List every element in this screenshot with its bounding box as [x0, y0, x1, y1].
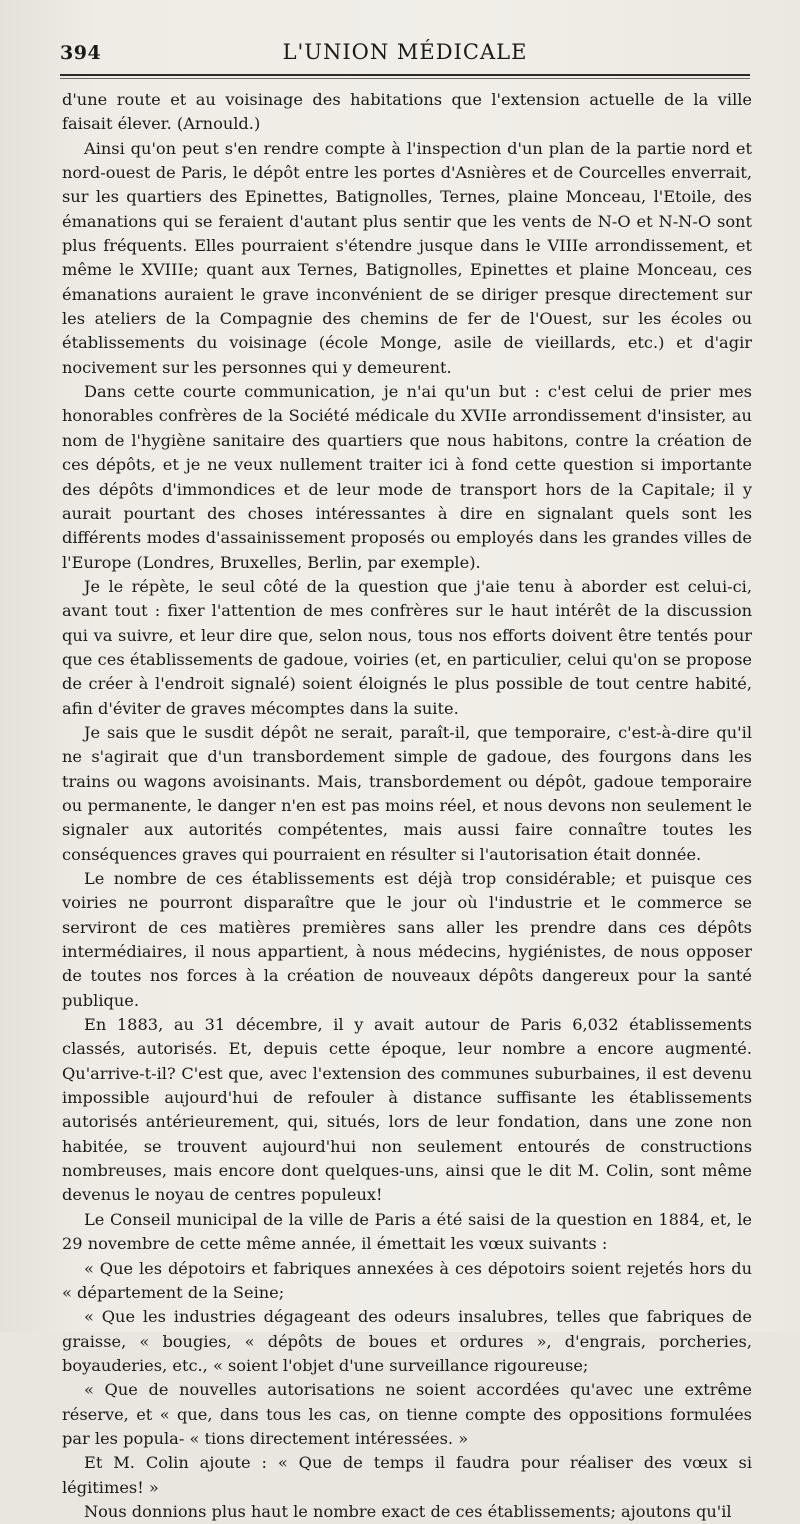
running-title: L'UNION MÉDICALE	[282, 40, 528, 64]
page-header	[60, 38, 750, 68]
paragraph-colin-remark: Et M. Colin ajoute : « Que de temps il faudra pour réaliser des vœux si légitimes! »	[62, 1453, 752, 1497]
paragraph-plan-description: Ainsi qu'on peut s'en rendre compte à l'inspection d'un plan de la partie nord et nord-ouest de Paris, le dépôt entre les portes d'Asnières et de Courcelles enverrait, sur les quartiers des Epinettes, Batignolles, Ternes, plaine Monceau, l'Etoile, des émanations qui se feraient d'autant plus sentir que les vents de N-O et N-N-O sont plus fréquents. Elles pourraient s'étendre jusque dans le VIIIe arrondissement, et même le XVIIIe; quant aux Ternes, Batignolles, Epinettes et plaine Monceau, ces émanations auraient le grave inconvénient de se diriger presque directement sur les ateliers de la Compagnie des chemins de fer de l'Ouest, sur les écoles ou établissements du voisinage (école Monge, asile de vieillards, etc.) et d'agir nocivement sur les personnes qui y demeurent.	[62, 138, 752, 377]
paragraph-municipal-council: Le Conseil municipal de la ville de Paris a été saisi de la question en 1884, et, le 29 novembre de cette même année, il émettait les vœux suivants :	[62, 1209, 752, 1254]
paragraph-repetition: Je le répète, le seul côté de la question que j'aie tenu à aborder est celui-ci, avant tout : fixer l'attention de mes confrères sur le haut intérêt de la discussion qui va suivre, et leur dire que, selon nous, tous nos efforts doivent être tentés pour que ces établissements de gadoue, voiries (et, en particulier, celui qu'on se propose de créer à l'endroit signalé) soient éloignés le plus possible de tout centre habité, afin d'éviter de graves mécomptes dans la suite.	[62, 576, 752, 718]
paragraph-continuation: d'une route et au voisinage des habitations que l'extension actuelle de la ville faisait élever. (Arnould.)	[62, 90, 752, 134]
paragraph-number-of-establishments: Le nombre de ces établissements est déjà trop considérable; et puisque ces voiries ne pourront disparaître que le jour où l'industrie et le commerce se serviront de ces matières premières sans aller les prendre dans ces dépôts intermédiaires, il nous appartient, à nous médecins, hygiénistes, de nous opposer de toutes nos forces à la création de nouveaux dépôts dangereux pour la santé publique.	[62, 869, 752, 1010]
quote-industries: « Que les industries dégageant des odeurs insalubres, telles que fabriques de graisse, « bougies, « dépôts de boues et ordures », d'engrais, porcheries, boyauderies, etc., « soient l'objet d'une surveillance rigoureuse;	[62, 1307, 752, 1375]
paragraph-statistics-1883: En 1883, au 31 décembre, il y avait autour de Paris 6,032 établissements classés, autorisés. Et, depuis cette époque, leur nombre a encore augmenté. Qu'arrive-t-il? C'est que, avec l'extension des communes suburbaines, il est devenu impossible aujourd'hui de refouler à distance suffisante les établissements autorisés antérieurement, qui, situés, lors de leur fondation, dans une zone non habitée, se trouvent aujourd'hui non seulement entourés de constructions nombreuses, mais encore dont quelques-uns, ainsi que le dit M. Colin, sont même devenus le noyau de centres populeux!	[62, 1015, 752, 1205]
paragraph-temporary-depot: Je sais que le susdit dépôt ne serait, paraît-il, que temporaire, c'est-à-dire qu'il ne s'agirait que d'un transbordement simple de gadoue, des fourgons dans les trains ou wagons avoisinants. Mais, transbordement ou dépôt, gadoue temporaire ou permanente, le danger n'en est pas moins réel, et nous devons non seulement le signaler aux autorités compétentes, mais aussi faire connaître toutes les conséquences graves qui pourraient en résulter si l'autorisation était donnée.	[62, 722, 752, 864]
quote-depotoirs: « Que les dépotoirs et fabriques annexées à ces dépotoirs soient rejetés hors du « département de la Seine;	[62, 1258, 752, 1302]
paragraph-communication: Dans cette courte communication, je n'ai qu'un but : c'est celui de prier mes honorables confrères de la Société médicale du XVIIe arrondissement d'insister, au nom de l'hygiène sanitaire des quartiers que nous habitons, contre la création de ces dépôts, et je ne veux nullement traiter ici à fond cette question si importante des dépôts d'immondices et de leur mode de transport hors de la Capitale; il y aurait pourtant des choses intéressantes à dire en signalant quels sont les différents modes d'assainissement proposés ou employés dans les grandes villes de l'Europe (Londres, Bruxelles, Berlin, par exemple).	[62, 382, 752, 572]
header-rule-thin	[60, 78, 750, 79]
paragraph-final: Nous donnions plus haut le nombre exact de ces établissements; ajoutons qu'il	[84, 1501, 732, 1521]
body-text	[62, 88, 752, 1524]
page-number: 394	[60, 42, 102, 64]
header-rule	[60, 74, 750, 76]
quote-authorisations: « Que de nouvelles autorisations ne soient accordées qu'avec une extrême réserve, et « que, dans tous les cas, on tienne compte des oppositions formulées par les popula- « tions directement intéressées. »	[62, 1380, 752, 1448]
